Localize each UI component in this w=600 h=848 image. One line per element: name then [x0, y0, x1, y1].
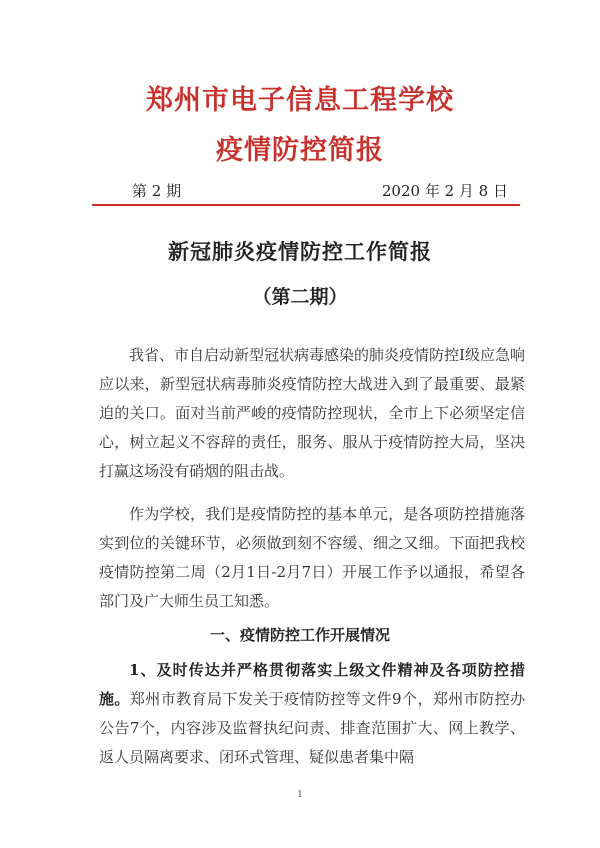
bulletin-name: 疫情防控简报	[216, 135, 384, 166]
issue-number: 第 2 期	[132, 182, 182, 200]
page-number: 1	[297, 790, 303, 800]
item-lead: 1、及时传达并严格贯彻落实上级文件精神及各项防控措施。	[99, 661, 525, 708]
paragraph-1: 我省、市自启动新型冠状病毒感染的肺炎疫情防控Ⅰ级应急响应以来，新型冠状病毒肺炎疫情防控大战进入到了最重要、最紧迫的关口。面对当前严峻的疫情防控现状，全市上下必须坚定信心，树立起义不容辞的责任，服务、服从于疫情防控大局，坚决打赢这场没有硝烟的阻击战。	[99, 346, 525, 480]
issue-date: 2020 年 2 月 8 日	[381, 182, 508, 200]
document-subtitle: （第二期）	[252, 286, 348, 308]
masthead-divider	[92, 204, 520, 206]
paragraph-3	[99, 656, 525, 772]
section-heading: 一、疫情防控工作开展情况	[209, 626, 390, 644]
school-name: 郑州市电子信息工程学校	[146, 85, 454, 116]
item-body: 郑州市教育局下发关于疫情防控等文件9个，郑州市防控办公告7个，内容涉及监督执纪问责、排查范围扩大、网上教学、返人员隔离要求、闭环式管理、疑似患者集中隔	[99, 690, 525, 766]
document-title: 新冠肺炎疫情防控工作简报	[168, 239, 432, 264]
paragraph-2: 作为学校，我们是疫情防控的基本单元，是各项防控措施落实到位的关键环节，必须做到刻不容缓、细之又细。下面把我校疫情防控第二周（2月1日-2月7日）开展工作予以通报，希望各部门及广大师生员工知悉。	[99, 505, 525, 610]
